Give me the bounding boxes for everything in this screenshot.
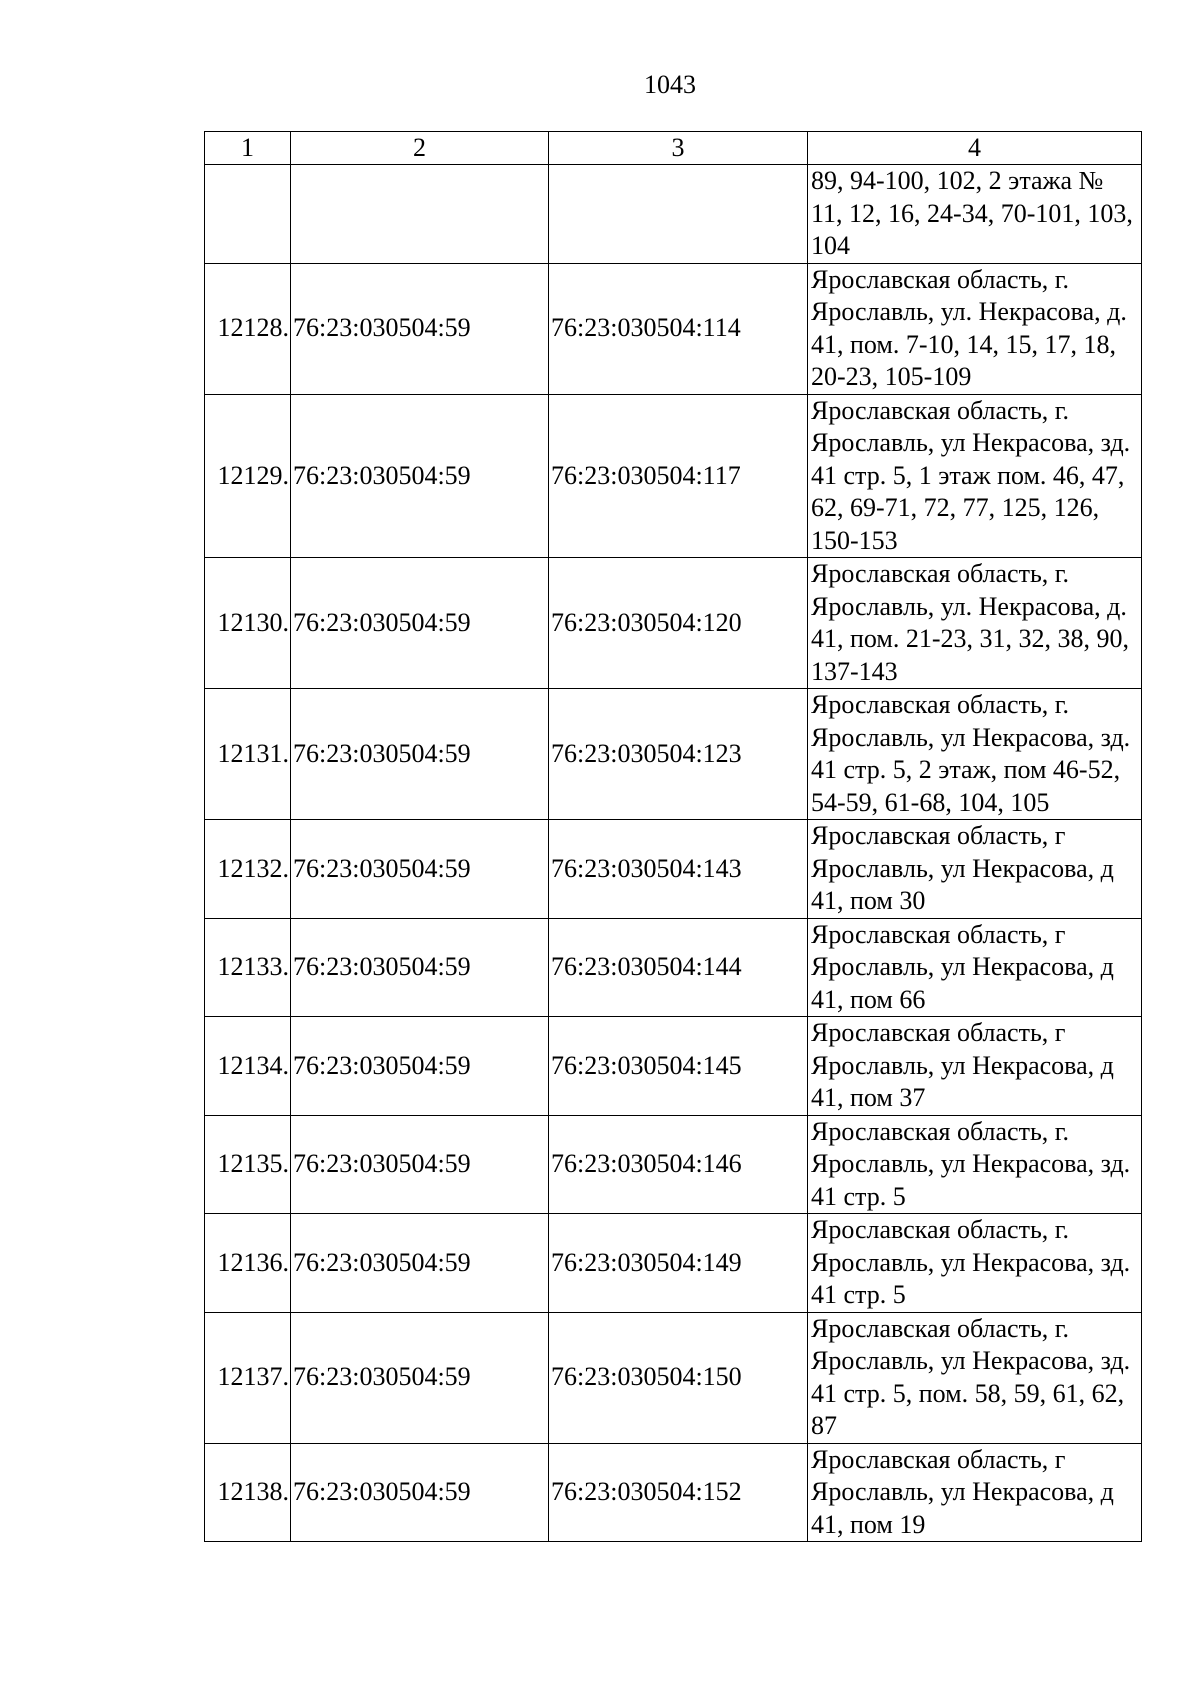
address-cell: Ярославская область, г. Ярославль, ул Некрасова, зд. 41 стр. 5 <box>808 1214 1142 1313</box>
parcel-number-cell: 76:23:030504:59 <box>291 558 549 689</box>
address-cell: Ярославская область, г Ярославль, ул Некрасова, д 41, пом 19 <box>808 1443 1142 1542</box>
table-body <box>205 165 1142 1542</box>
address-cell: Ярославская область, г Ярославль, ул Некрасова, д 41, пом 30 <box>808 820 1142 919</box>
address-cell: 89, 94-100, 102, 2 этажа № 11, 12, 16, 24-34, 70-101, 103, 104 <box>808 165 1142 264</box>
object-number-cell: 76:23:030504:144 <box>549 918 808 1017</box>
parcel-number-cell <box>291 165 549 264</box>
object-number-cell: 76:23:030504:117 <box>549 394 808 558</box>
parcel-number-cell: 76:23:030504:59 <box>291 820 549 919</box>
address-cell: Ярославская область, г. Ярославль, ул Некрасова, зд. 41 стр. 5 <box>808 1115 1142 1214</box>
table-row <box>205 394 1142 558</box>
table-row <box>205 820 1142 919</box>
column-header-3: 3 <box>549 132 808 165</box>
row-number-cell: 12130. <box>205 558 291 689</box>
row-number-cell: 12129. <box>205 394 291 558</box>
object-number-cell <box>549 165 808 264</box>
row-number-cell: 12137. <box>205 1312 291 1443</box>
column-header-1: 1 <box>205 132 291 165</box>
address-cell: Ярославская область, г Ярославль, ул Некрасова, д 41, пом 37 <box>808 1017 1142 1116</box>
table-row <box>205 1443 1142 1542</box>
page-number: 1043 <box>644 70 696 99</box>
parcel-number-cell: 76:23:030504:59 <box>291 263 549 394</box>
row-number-cell: 12133. <box>205 918 291 1017</box>
object-number-cell: 76:23:030504:146 <box>549 1115 808 1214</box>
row-number-cell <box>205 165 291 264</box>
parcel-number-cell: 76:23:030504:59 <box>291 1443 549 1542</box>
table-row <box>205 1017 1142 1116</box>
row-number-cell: 12136. <box>205 1214 291 1313</box>
address-cell: Ярославская область, г. Ярославль, ул Некрасова, зд. 41 стр. 5, 2 этаж, пом 46-52, 54-59, 61-68, 104, 105 <box>808 689 1142 820</box>
column-header-2: 2 <box>291 132 549 165</box>
object-number-cell: 76:23:030504:114 <box>549 263 808 394</box>
parcel-number-cell: 76:23:030504:59 <box>291 1115 549 1214</box>
address-cell: Ярославская область, г. Ярославль, ул Некрасова, зд. 41 стр. 5, 1 этаж пом. 46, 47, 62, 69-71, 72, 77, 125, 126, 150-153 <box>808 394 1142 558</box>
parcel-number-cell: 76:23:030504:59 <box>291 918 549 1017</box>
object-number-cell: 76:23:030504:149 <box>549 1214 808 1313</box>
column-header-4: 4 <box>808 132 1142 165</box>
table-row <box>205 165 1142 264</box>
row-number-cell: 12128. <box>205 263 291 394</box>
address-cell: Ярославская область, г. Ярославль, ул Некрасова, зд. 41 стр. 5, пом. 58, 59, 61, 62, 87 <box>808 1312 1142 1443</box>
object-number-cell: 76:23:030504:145 <box>549 1017 808 1116</box>
table-row <box>205 558 1142 689</box>
table-row <box>205 918 1142 1017</box>
parcel-number-cell: 76:23:030504:59 <box>291 1214 549 1313</box>
parcel-number-cell: 76:23:030504:59 <box>291 689 549 820</box>
address-cell: Ярославская область, г. Ярославль, ул. Некрасова, д. 41, пом. 7-10, 14, 15, 17, 18, 20-23, 105-109 <box>808 263 1142 394</box>
table-row <box>205 263 1142 394</box>
table-header-row <box>205 132 1142 165</box>
object-number-cell: 76:23:030504:120 <box>549 558 808 689</box>
row-number-cell: 12132. <box>205 820 291 919</box>
object-number-cell: 76:23:030504:150 <box>549 1312 808 1443</box>
row-number-cell: 12134. <box>205 1017 291 1116</box>
table-row <box>205 1312 1142 1443</box>
table-row <box>205 1115 1142 1214</box>
object-number-cell: 76:23:030504:143 <box>549 820 808 919</box>
parcel-number-cell: 76:23:030504:59 <box>291 1312 549 1443</box>
row-number-cell: 12135. <box>205 1115 291 1214</box>
address-cell: Ярославская область, г Ярославль, ул Некрасова, д 41, пом 66 <box>808 918 1142 1017</box>
object-number-cell: 76:23:030504:123 <box>549 689 808 820</box>
table-row <box>205 689 1142 820</box>
row-number-cell: 12138. <box>205 1443 291 1542</box>
registry-table <box>204 131 1142 1542</box>
address-cell: Ярославская область, г. Ярославль, ул. Некрасова, д. 41, пом. 21-23, 31, 32, 38, 90, 137-143 <box>808 558 1142 689</box>
parcel-number-cell: 76:23:030504:59 <box>291 1017 549 1116</box>
row-number-cell: 12131. <box>205 689 291 820</box>
object-number-cell: 76:23:030504:152 <box>549 1443 808 1542</box>
table-row <box>205 1214 1142 1313</box>
parcel-number-cell: 76:23:030504:59 <box>291 394 549 558</box>
